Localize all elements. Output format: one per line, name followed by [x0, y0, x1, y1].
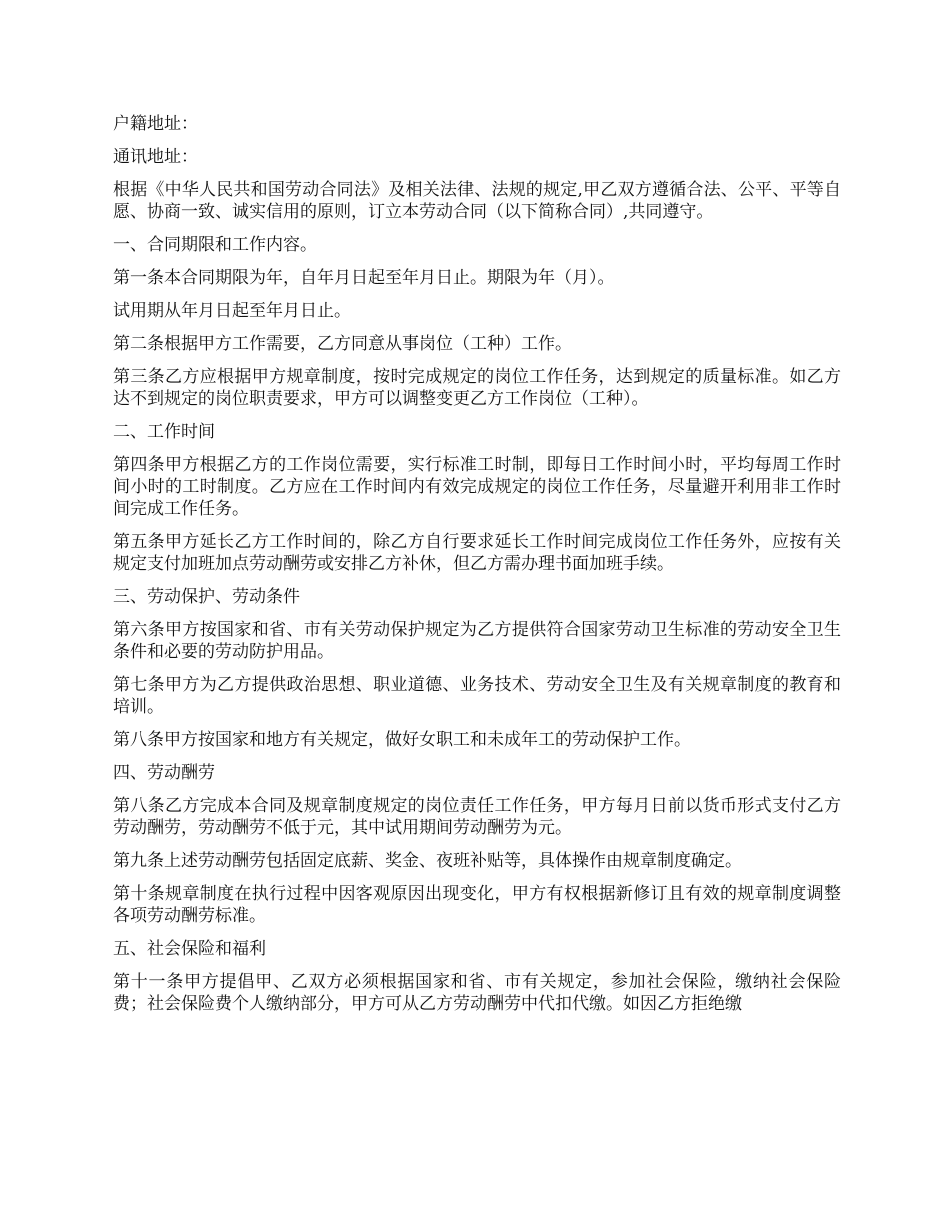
article-4: 第四条甲方根据乙方的工作岗位需要，实行标准工时制，即每日工作时间小时，平均每周工作时间小时的工时制度。乙方应在工作时间内有效完成规定的岗位工作任务，尽量避开利用非工作时间完成工作任务。: [113, 455, 841, 519]
section-heading-labor-protection: 三、劳动保护、劳动条件: [113, 587, 300, 607]
article-2: 第二条根据甲方工作需要，乙方同意从事岗位（工种）工作。: [113, 334, 572, 354]
field-household-address: 户籍地址：: [113, 114, 198, 134]
article-8: 第八条甲方按国家和地方有关规定，做好女职工和未成年工的劳动保护工作。: [113, 730, 691, 750]
article-6: 第六条甲方按国家和省、市有关劳动保护规定为乙方提供符合国家劳动卫生标准的劳动安全卫生条件和必要的劳动防护用品。: [113, 620, 841, 662]
section-heading-remuneration: 四、劳动酬劳: [113, 763, 215, 783]
article-5: 第五条甲方延长乙方工作时间的，除乙方自行要求延长工作时间完成岗位工作任务外，应按有关规定支付加班加点劳动酬劳或安排乙方补休，但乙方需办理书面加班手续。: [113, 532, 841, 574]
field-mailing-address: 通讯地址：: [113, 147, 198, 167]
section-heading-term: 一、合同期限和工作内容。: [113, 235, 317, 255]
article-11: 第十一条甲方提倡甲、乙双方必须根据国家和省、市有关规定，参加社会保险，缴纳社会保险费；社会保险费个人缴纳部分，甲方可从乙方劳动酬劳中代扣代缴。如因乙方拒绝缴: [113, 972, 841, 1014]
article-10: 第十条规章制度在执行过程中因客观原因出现变化，甲方有权根据新修订且有效的规章制度调整各项劳动酬劳标准。: [113, 884, 841, 926]
section-heading-social-insurance: 五、社会保险和福利: [113, 939, 266, 959]
article-3: 第三条乙方应根据甲方规章制度，按时完成规定的岗位工作任务，达到规定的质量标准。如乙方达不到规定的岗位职责要求，甲方可以调整变更乙方工作岗位（工种）。: [113, 367, 841, 409]
article-8-remuneration: 第八条乙方完成本合同及规章制度规定的岗位责任工作任务，甲方每月日前以货币形式支付乙方劳动酬劳，劳动酬劳不低于元，其中试用期间劳动酬劳为元。: [113, 796, 841, 838]
document-page: [113, 113, 841, 1026]
article-9: 第九条上述劳动酬劳包括固定底薪、奖金、夜班补贴等，具体操作由规章制度确定。: [113, 851, 742, 871]
preamble-paragraph: 根据《中华人民共和国劳动合同法》及相关法律、法规的规定,甲乙双方遵循合法、公平、平等自愿、协商一致、诚实信用的原则，订立本劳动合同（以下简称合同）,共同遵守。: [113, 180, 841, 222]
probation-period: 试用期从年月日起至年月日止。: [113, 301, 351, 321]
section-heading-working-hours: 二、工作时间: [113, 422, 215, 442]
article-1: 第一条本合同期限为年，自年月日起至年月日止。期限为年（月）。: [113, 268, 615, 288]
article-7: 第七条甲方为乙方提供政治思想、职业道德、业务技术、劳动安全卫生及有关规章制度的教育和培训。: [113, 675, 841, 717]
